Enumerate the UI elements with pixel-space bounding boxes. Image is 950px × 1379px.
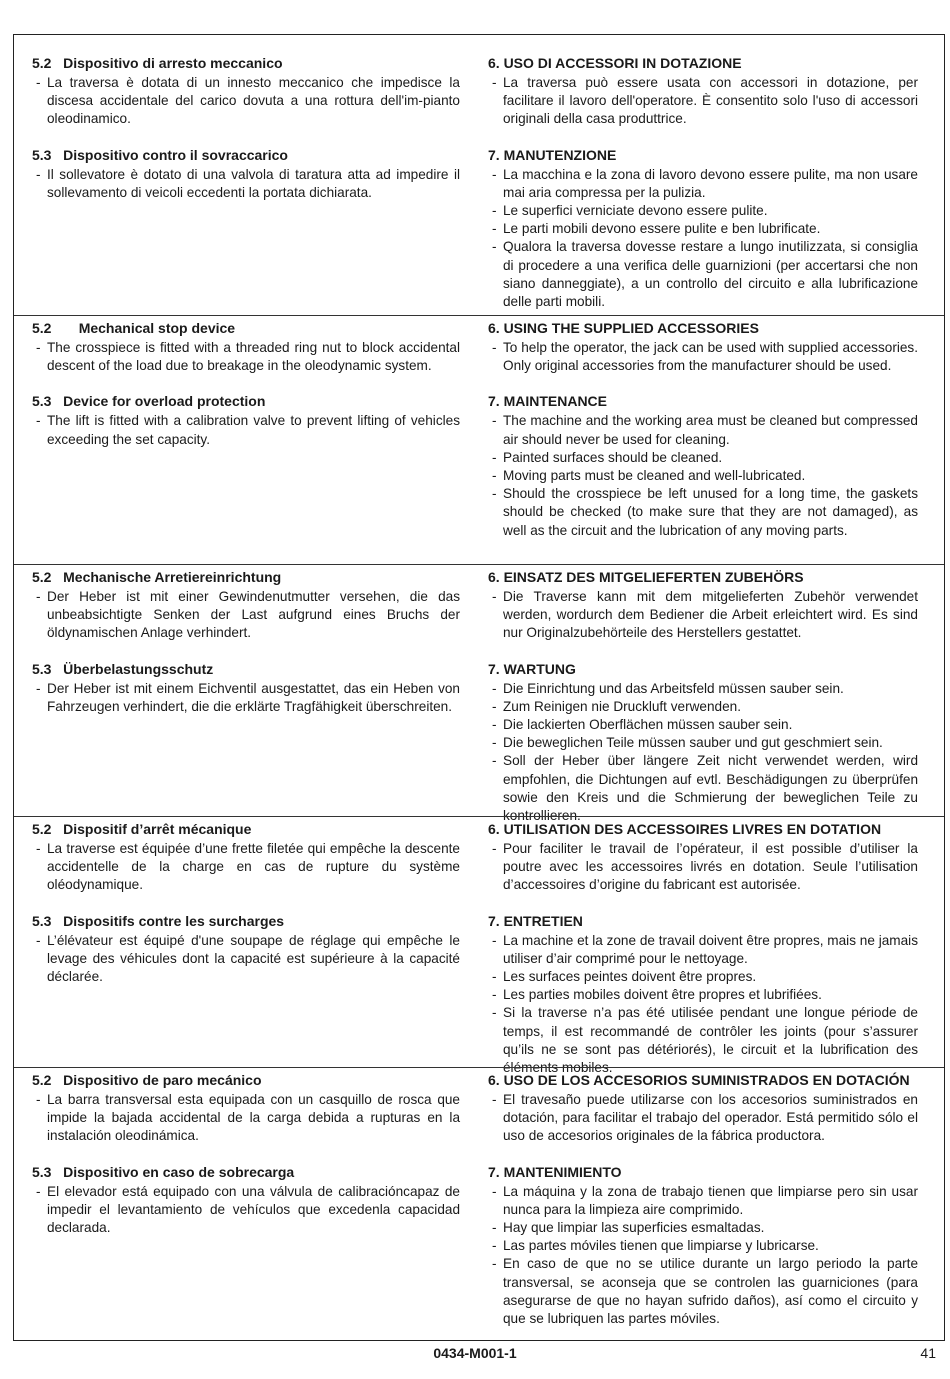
section-heading: 7. MANUTENZIONE <box>488 146 617 163</box>
list-item <box>488 238 918 311</box>
section-heading: 5.2 Dispositivo di arresto meccanico <box>32 55 283 71</box>
section-heading: 5.2 Mechanische Arretiereinrichtung <box>32 569 282 585</box>
bullet-dash: - <box>36 340 41 355</box>
list-item-text: En caso de que no se utilice durante un largo periodo la parte transversal, se aconseja que se controlen las guarniciones (para asegurarse de que no hayan sufrido daños), así como el circuito y que se lubriquen las partes móviles. <box>503 1256 918 1327</box>
bullet-dash: - <box>492 239 497 255</box>
list-item-text: Le parti mobili devono essere pulite e ben lubrificate. <box>503 221 821 237</box>
section-heading: 6. USO DE LOS ACCESORIOS SUMINISTRADOS EN DOTACIÓN <box>488 1072 910 1088</box>
bullet-dash: - <box>492 221 497 237</box>
list-item <box>488 734 918 752</box>
bullet-dash: - <box>36 75 41 90</box>
bullet-dash: - <box>492 449 497 465</box>
bullet-dash: - <box>492 486 497 502</box>
section-heading: 7. WARTUNG <box>488 660 576 677</box>
bullet-dash: - <box>492 75 497 90</box>
list-item <box>488 166 918 202</box>
section-rule <box>14 816 944 817</box>
list-item <box>488 1255 918 1328</box>
right-column-en <box>488 320 918 540</box>
bullet-dash: - <box>492 1092 497 1107</box>
list-item <box>488 202 918 220</box>
list-item <box>488 412 918 448</box>
bullet-dash: - <box>36 932 41 948</box>
section-heading: 5.2 Dispositivo de paro mecánico <box>32 1072 262 1088</box>
list-item-text: La traverse est équipée d’une frette filetée qui empêche la descente accidentelle de la charge en cas de rupture du système oléodynamique. <box>47 841 460 893</box>
bullet-dash: - <box>492 340 497 355</box>
list-item <box>32 840 460 895</box>
list-item-text: La macchina e la zona di lavoro devono essere pulite, ma non usare mai aria compressa per la pulizia. <box>503 166 918 200</box>
list-item <box>488 680 918 698</box>
section-heading: 7. ENTRETIEN <box>488 912 583 929</box>
left-column-it <box>32 55 460 202</box>
section-heading: 6. USING THE SUPPLIED ACCESSORIES <box>488 320 759 336</box>
list-item <box>488 449 918 467</box>
bullet-dash: - <box>36 589 41 604</box>
right-column-it <box>488 55 918 311</box>
list-item <box>32 339 460 375</box>
list-item <box>32 680 460 716</box>
bullet-dash: - <box>492 1256 497 1272</box>
list-item <box>488 716 918 734</box>
section-rule <box>14 315 944 316</box>
list-item-text: Die lackierten Oberflächen müssen sauber sein. <box>503 717 793 733</box>
list-item <box>488 1237 918 1255</box>
list-item <box>32 1183 460 1238</box>
list-item <box>488 698 918 716</box>
left-column-de <box>32 569 460 716</box>
list-item-text: Pour faciliter le travail de l’opérateur, il est possible d’utiliser la poutre avec les accessoires livrés en dotation. Seule l’utilisation d’accessoires d’origine du fabricant est autorisée. <box>503 841 918 893</box>
list-item <box>32 412 460 448</box>
list-item <box>488 752 918 825</box>
document-code: 0434-M001-1 <box>433 1345 517 1361</box>
bullet-dash: - <box>492 1220 497 1236</box>
list-item-text: Painted surfaces should be cleaned. <box>503 449 723 465</box>
bullet-dash: - <box>492 1005 497 1021</box>
left-column-fr <box>32 821 460 986</box>
list-item <box>488 339 918 375</box>
list-item-text: Il sollevatore è dotato di una valvola di taratura atta ad impedire il sollevamento di veicoli eccedenti la portata dichiarata. <box>47 166 460 200</box>
bullet-dash: - <box>492 932 497 948</box>
list-item <box>488 1183 918 1219</box>
list-item-text: Le superfici verniciate devono essere pulite. <box>503 203 768 219</box>
list-item-text: Les surfaces peintes doivent être propres. <box>503 969 757 985</box>
list-item <box>488 588 918 643</box>
list-item <box>32 166 460 202</box>
bullet-dash: - <box>492 1238 497 1254</box>
list-item-text: Si la traverse n’a pas été utilisée pendant une longue période de temps, il est recommandé de contrôler les joints (pour s’assurer qu’ils ne se sont pas détériorés), le circuit et la lubrification des éléments mobiles. <box>503 1005 918 1076</box>
bullet-dash: - <box>492 717 497 733</box>
list-item <box>488 1219 918 1237</box>
left-column-es <box>32 1072 460 1237</box>
list-item <box>488 986 918 1004</box>
bullet-dash: - <box>492 203 497 219</box>
section-rule <box>14 564 944 565</box>
list-item-text: Der Heber ist mit einer Gewindenutmutter versehen, die das unbeabsichtigte Senken der Last aufgrund eines Bruchs der öldynamischen Anlage verhindert. <box>47 589 460 641</box>
list-item-text: Hay que limpiar las superficies esmaltadas. <box>503 1220 765 1236</box>
list-item-text: El travesaño puede utilizarse con los accesorios suministrados en dotación, para facilitar el trabajo del operador. Está permitido sólo el uso de accesorios originales de la fábrica productora. <box>503 1092 918 1144</box>
list-item-text: La traversa può essere usata con accessori in dotazione, per facilitare il lavoro dell'operatore. È consentito solo l'uso di accessori originali della casa produttrice. <box>503 75 918 127</box>
list-item <box>488 840 918 895</box>
bullet-dash: - <box>492 166 497 182</box>
list-item <box>488 74 918 129</box>
list-item-text: The machine and the working area must be cleaned but compressed air should never be used for cleaning. <box>503 413 918 447</box>
section-heading: 5.2 Mechanical stop device <box>32 320 236 336</box>
bullet-dash: - <box>36 413 41 429</box>
list-item <box>32 588 460 643</box>
bullet-dash: - <box>36 841 41 856</box>
list-item <box>488 968 918 986</box>
list-item-text: Qualora la traversa dovesse restare a lungo inutilizzata, si consiglia di procedere a una verifica delle guarnizioni (per accertarsi che non siano danneggiate), a un controllo del circuito e alla lubrificazione delle parti mobili. <box>503 239 918 310</box>
list-item-text: Should the crosspiece be left unused for a long time, the gaskets should be checked (to make sure that they are not damaged), as well as the circuit and the lubrication of any moving parts. <box>503 486 918 538</box>
section-rule <box>14 1067 944 1068</box>
section-heading: 7. MAINTENANCE <box>488 393 608 410</box>
right-column-de <box>488 569 918 825</box>
bullet-dash: - <box>36 680 41 696</box>
list-item <box>488 932 918 968</box>
bullet-dash: - <box>492 413 497 429</box>
bullet-dash: - <box>36 1092 41 1107</box>
bullet-dash: - <box>492 1183 497 1199</box>
list-item-text: Las partes móviles tienen que limpiarse y lubricarse. <box>503 1238 819 1254</box>
section-heading: 5.3 Device for overload protection <box>32 393 266 410</box>
bullet-dash: - <box>492 969 497 985</box>
bullet-dash: - <box>36 166 41 182</box>
list-item <box>32 74 460 129</box>
list-item-text: The crosspiece is fitted with a threaded ring nut to block accidental descent of the load due to breakage in the oleodynamic system. <box>47 340 460 374</box>
section-heading: 5.3 Dispositivo contro il sovraccarico <box>32 146 288 163</box>
list-item-text: The lift is fitted with a calibration valve to prevent lifting of vehicles exceeding the set capacity. <box>47 413 460 447</box>
bullet-dash: - <box>492 735 497 751</box>
list-item-text: Die Einrichtung und das Arbeitsfeld müssen sauber sein. <box>503 680 844 696</box>
list-item-text: Die beweglichen Teile müssen sauber und gut geschmiert sein. <box>503 735 883 751</box>
list-item-text: L’élévateur est équipé d'une soupape de réglage qui empêche le levage des véhicules dont la capacité est supérieure à la capacité déclarée. <box>47 932 460 985</box>
bullet-dash: - <box>36 1183 41 1199</box>
bullet-dash: - <box>492 698 497 714</box>
list-item-text: Moving parts must be cleaned and well-lubricated. <box>503 468 806 484</box>
list-item <box>32 932 460 987</box>
list-item-text: El elevador está equipado con una válvula de calibracióncapaz de impedir el levantamiento de vehículos que excedenla capacidad declarada. <box>47 1183 460 1236</box>
section-heading: 5.3 Dispositivo en caso de sobrecarga <box>32 1163 295 1180</box>
right-column-es <box>488 1072 918 1328</box>
bullet-dash: - <box>492 841 497 856</box>
list-item <box>488 1091 918 1146</box>
list-item-text: La barra transversal esta equipada con un casquillo de rosca que impide la bajada accidental de la carga debida a rupturas en la instalación oleodinámica. <box>47 1092 460 1144</box>
section-heading: 5.3 Überbelastungsschutz <box>32 660 214 677</box>
bullet-dash: - <box>492 987 497 1003</box>
section-heading: 7. MANTENIMIENTO <box>488 1163 622 1180</box>
page-number: 41 <box>920 1345 936 1361</box>
section-heading: 6. USO DI ACCESSORI IN DOTAZIONE <box>488 55 742 71</box>
bullet-dash: - <box>492 753 497 769</box>
list-item-text: La máquina y la zona de trabajo tienen que limpiarse pero sin usar nunca para la limpieza aire comprimido. <box>503 1183 918 1217</box>
section-heading: 6. UTILISATION DES ACCESSOIRES LIVRES EN DOTATION <box>488 821 882 837</box>
bullet-dash: - <box>492 680 497 696</box>
list-item-text: Les parties mobiles doivent être propres et lubrifiées. <box>503 987 822 1003</box>
list-item <box>488 467 918 485</box>
section-heading: 5.3 Dispositifs contre les surcharges <box>32 912 285 929</box>
list-item-text: To help the operator, the jack can be used with supplied accessories. Only original accessories from the manufacturer should be used. <box>503 340 918 374</box>
list-item <box>32 1091 460 1146</box>
list-item-text: La machine et la zone de travail doivent être propres, mais ne jamais utiliser d’air comprimé pour le nettoyage. <box>503 932 918 966</box>
left-column-en <box>32 320 460 449</box>
page-frame <box>13 34 945 1341</box>
list-item-text: La traversa è dotata di un innesto meccanico che impedisce la discesa accidentale del carico dovuta a una rottura dell'im-pianto oleodinamico. <box>47 75 460 127</box>
list-item-text: Die Traverse kann mit dem mitgelieferten Zubehör verwendet werden, wordurch dem Bediener die Arbeit erleichtert wird. Es sind nur Originalzubehörteile des Herstellers gestattet. <box>503 589 918 641</box>
list-item <box>488 485 918 540</box>
bullet-dash: - <box>492 468 497 484</box>
bullet-dash: - <box>492 589 497 604</box>
list-item <box>488 220 918 238</box>
section-heading: 6. EINSATZ DES MITGELIEFERTEN ZUBEHÖRS <box>488 569 804 585</box>
right-column-fr <box>488 821 918 1077</box>
section-heading: 5.2 Dispositif d’arrêt mécanique <box>32 821 252 837</box>
list-item-text: Zum Reinigen nie Druckluft verwenden. <box>503 698 742 714</box>
list-item-text: Soll der Heber über längere Zeit nicht verwendet werden, wird empfohlen, die Dichtungen auf evtl. Beschädigungen zu überprüfen sowie den Kreis und die Schmierung der beweglichen Teile zu kontrollieren. <box>503 753 918 824</box>
list-item-text: Der Heber ist mit einem Eichventil ausgestattet, das ein Heben von Fahrzeugen verhindert, die die erklärte Tragfähigkeit überschreiten. <box>47 680 460 714</box>
